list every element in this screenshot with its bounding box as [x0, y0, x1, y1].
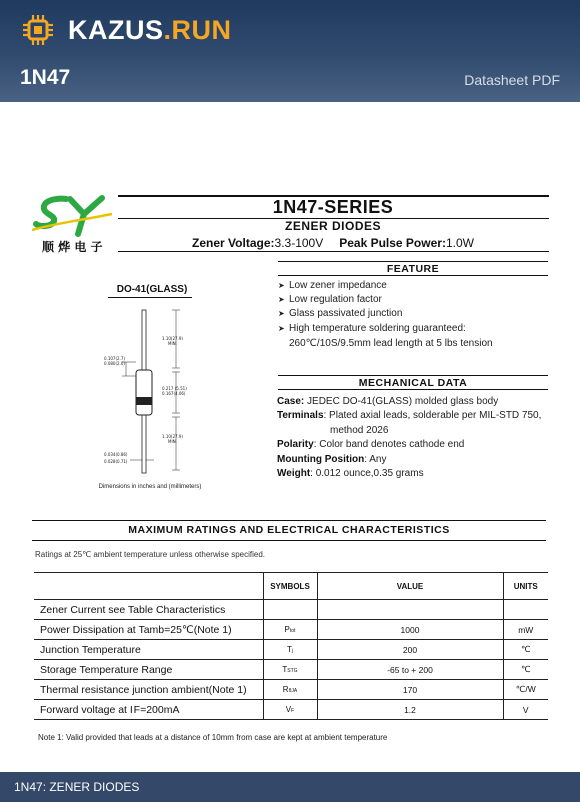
feature-heading: FEATURE	[386, 263, 440, 275]
package-label-underline	[108, 297, 192, 298]
dim-lead-bot: 1.10(27.9)	[162, 434, 183, 439]
mech-mounting: Mounting Position: Any	[277, 454, 387, 465]
dim-lead-top-min: MIN.	[168, 341, 177, 346]
diode-outline-drawing	[92, 300, 212, 482]
chip-icon	[22, 14, 54, 46]
dim-body-b: 0.167(4.06)	[162, 391, 186, 396]
package-label: DO-41(GLASS)	[116, 284, 188, 295]
series-title: 1N47-SERIES	[272, 197, 394, 217]
ratings-rule-bottom	[32, 540, 546, 541]
dim-lead-bot-min: MIN.	[168, 439, 177, 444]
footer-text: 1N47: ZENER DIODES	[14, 780, 140, 794]
table-header-row	[34, 573, 548, 600]
column-header-symbols: SYMBOLS	[263, 573, 317, 600]
bullet-arrow-icon: ➤	[278, 295, 285, 304]
feature-rule-top	[278, 261, 548, 262]
feature-item: ➤ Low regulation factor	[278, 294, 382, 305]
spec-line	[118, 236, 548, 250]
mech-terminals: Terminals: Plated axial leads, solderable per MIL-STD 750,	[277, 410, 542, 421]
table-row: Forward voltage at I F=200mA VF 1.2 V	[34, 700, 548, 720]
ratings-note: Ratings at 25℃ ambient temperature unless otherwise specified.	[35, 550, 265, 559]
feature-item: ➤ High temperature soldering guaranteed:	[278, 323, 466, 334]
ratings-rule-top	[32, 520, 546, 521]
bottom-lead	[142, 415, 146, 473]
feature-item: ➤ Low zener impedance	[278, 280, 387, 291]
table-row: Storage Temperature Range TSTG -65 to + 200 ℃	[34, 660, 548, 680]
site-header	[0, 0, 580, 102]
bullet-arrow-icon: ➤	[278, 324, 285, 333]
logo-text	[68, 15, 232, 46]
ratings-table	[34, 572, 548, 720]
mech-weight: Weight: 0.012 ounce,0.35 grams	[277, 468, 424, 479]
product-type: ZENER DIODES	[284, 219, 381, 233]
dim-wire-b: 0.028(0.71)	[104, 459, 128, 464]
table-row: Power Dissipation at Tamb=25℃(Note 1) Ptot 1000 mW	[34, 620, 548, 640]
dim-body-a: 0.217 (5.51)	[162, 386, 187, 391]
column-header-units: UNITS	[503, 573, 548, 600]
bullet-arrow-icon: ➤	[278, 281, 285, 290]
title-rule-bottom	[118, 251, 549, 252]
site-logo[interactable]	[22, 13, 232, 47]
top-lead	[142, 310, 146, 370]
voltage-label: Zener Voltage:	[192, 236, 275, 250]
cathode-band	[136, 397, 152, 405]
table-row: Junction Temperature Tj 200 ℃	[34, 640, 548, 660]
mech-polarity: Polarity: Color band denotes cathode end	[277, 439, 465, 450]
brand-company-name: 顺 烨 电 子	[42, 240, 103, 254]
dim-lead-top: 1.10(27.9)	[162, 336, 183, 341]
dim-dia-b: 0.080(2.0)	[104, 361, 125, 366]
footnote: Note 1: Valid provided that leads at a distance of 10mm from case are kept at ambient temperature	[38, 733, 388, 742]
mech-rule-top	[278, 375, 548, 376]
dim-wire-a: 0.034(0.86)	[104, 452, 128, 457]
logo-accent: .RUN	[163, 14, 232, 45]
dim-dia-a: 0.107(2.7)	[104, 356, 125, 361]
part-title: 1N47	[20, 66, 71, 89]
feature-item: ➤ Glass passivated junction	[278, 308, 403, 319]
column-header-value: VALUE	[317, 573, 503, 600]
dimensions-caption: Dimensions in inches and (millimeters)	[98, 484, 202, 490]
column-header-parameter	[34, 573, 263, 600]
site-footer	[0, 772, 580, 802]
sy-letters	[32, 198, 112, 234]
table-row: Thermal resistance junction ambient(Note 1) RθJA 170 ℃/W	[34, 680, 548, 700]
table-row: Zener Current see Table Characteristics	[34, 600, 548, 620]
voltage-value: 3.3-100V	[274, 236, 324, 250]
mech-case: Case: JEDEC DO-41(GLASS) molded glass body	[277, 396, 499, 407]
diode-body	[136, 370, 152, 415]
feature-item-continuation: 260℃/10S/9.5mm lead length at 5 lbs tension	[289, 338, 493, 349]
feature-rule-bottom	[278, 275, 548, 276]
ratings-heading: MAXIMUM RATINGS AND ELECTRICAL CHARACTERISTICS	[128, 524, 450, 536]
mechanical-heading: MECHANICAL DATA	[358, 377, 468, 389]
datasheet-pdf-link[interactable]: Datasheet PDF	[464, 72, 560, 88]
mech-terminals-continuation: method 2026	[330, 425, 389, 436]
bullet-arrow-icon: ➤	[278, 309, 285, 318]
mech-rule-bottom	[278, 389, 548, 390]
logo-main: KAZUS	[68, 14, 164, 45]
power-value: 1.0W	[445, 236, 474, 250]
power-label: Peak Pulse Power:	[339, 236, 446, 250]
brand-logo	[32, 194, 114, 256]
